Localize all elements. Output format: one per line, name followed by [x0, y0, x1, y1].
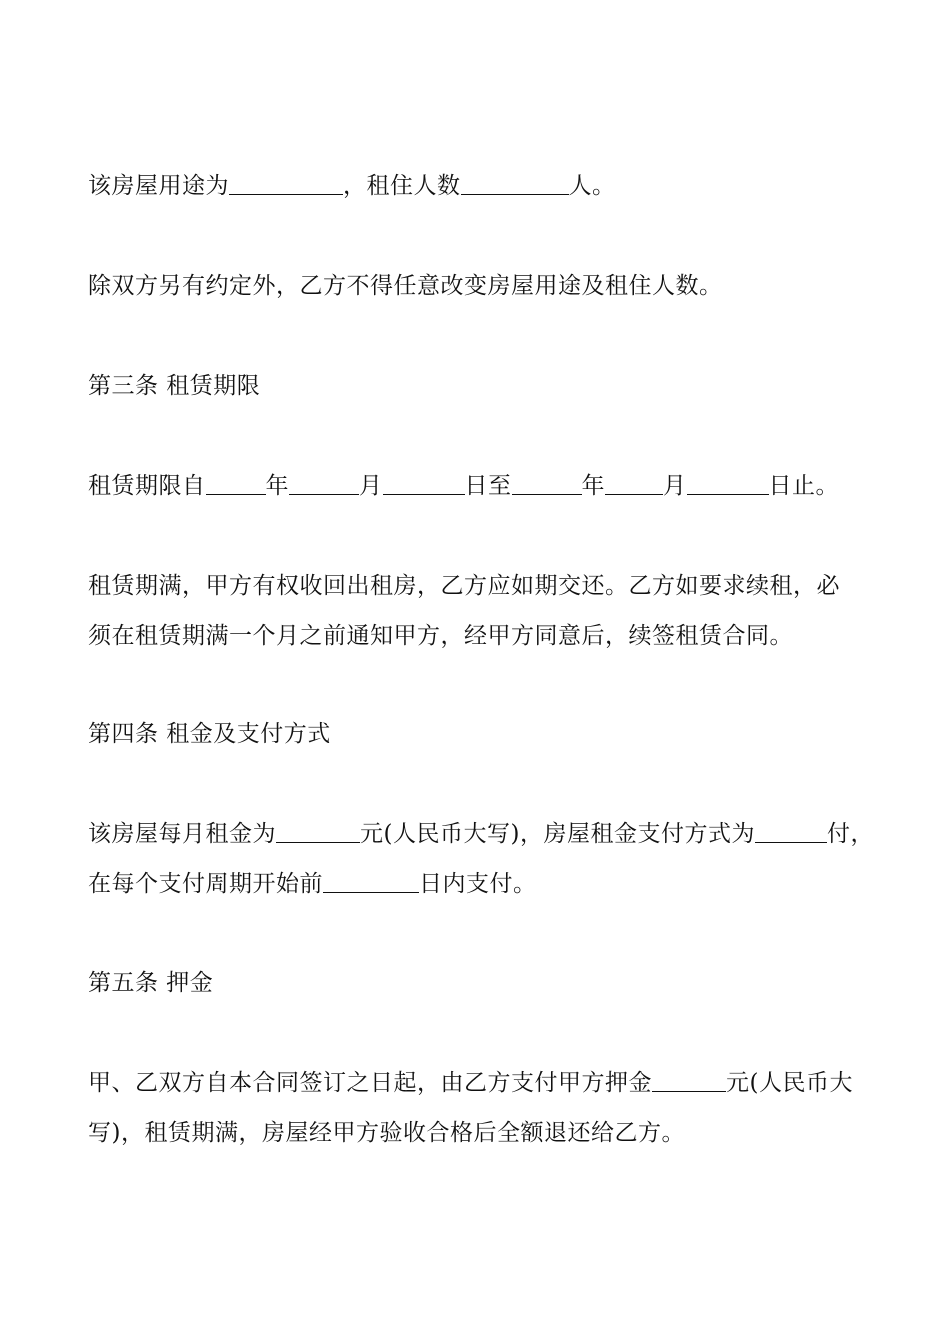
deposit-text-1: 甲、乙双方自本合同签订之日起，由乙方支付甲方押金 [88, 1070, 652, 1096]
payment-days-blank [323, 870, 419, 893]
term-text-6: 月 [663, 473, 687, 499]
usage-text-3: 人。 [568, 173, 616, 199]
deposit-line-1 [88, 1068, 853, 1098]
deposit-text-2: 元(人民币大 [726, 1070, 853, 1096]
end-year-blank [512, 472, 582, 495]
term-text-7: 日止。 [768, 473, 839, 499]
renewal-line-1: 租赁期满，甲方有权收回出租房，乙方应如期交还。乙方如要求续租，必 [88, 573, 840, 599]
usage-text-1: 该房屋用途为 [88, 173, 229, 199]
rent-line-1 [88, 819, 874, 849]
term-clause [88, 471, 839, 501]
rent-amount-blank [276, 820, 360, 843]
usage-blank [229, 172, 343, 195]
start-year-blank [206, 472, 266, 495]
rent-text-2: 元(人民币大写)，房屋租金支付方式为 [360, 821, 755, 847]
term-text-2: 年 [265, 473, 289, 499]
usage-text-2: ，租住人数 [343, 173, 461, 199]
occupants-blank [461, 172, 569, 195]
usage-clause [88, 171, 616, 201]
end-day-blank [687, 472, 769, 495]
end-month-blank [605, 472, 663, 495]
term-text-1: 租赁期限自 [88, 473, 206, 499]
rent-text-5: 日内支付。 [419, 871, 537, 897]
article4-heading: 第四条 租金及支付方式 [88, 721, 331, 747]
start-day-blank [383, 472, 465, 495]
payment-method-blank [755, 820, 827, 843]
term-text-5: 年 [581, 473, 605, 499]
rent-text-1: 该房屋每月租金为 [88, 821, 276, 847]
rent-line-2 [88, 869, 537, 899]
rent-text-3: 付， [826, 821, 874, 847]
article5-heading: 第五条 押金 [88, 970, 214, 996]
usage-note: 除双方另有约定外，乙方不得任意改变房屋用途及租住人数。 [88, 273, 723, 299]
article3-heading: 第三条 租赁期限 [88, 373, 261, 399]
deposit-amount-blank [652, 1069, 726, 1092]
renewal-line-2: 须在租赁期满一个月之前通知甲方，经甲方同意后，续签租赁合同。 [88, 623, 793, 649]
deposit-line-2: 写)，租赁期满，房屋经甲方验收合格后全额退还给乙方。 [88, 1120, 685, 1146]
term-text-3: 月 [359, 473, 383, 499]
start-month-blank [289, 472, 359, 495]
rent-text-4: 在每个支付周期开始前 [88, 871, 323, 897]
term-text-4: 日至 [464, 473, 512, 499]
